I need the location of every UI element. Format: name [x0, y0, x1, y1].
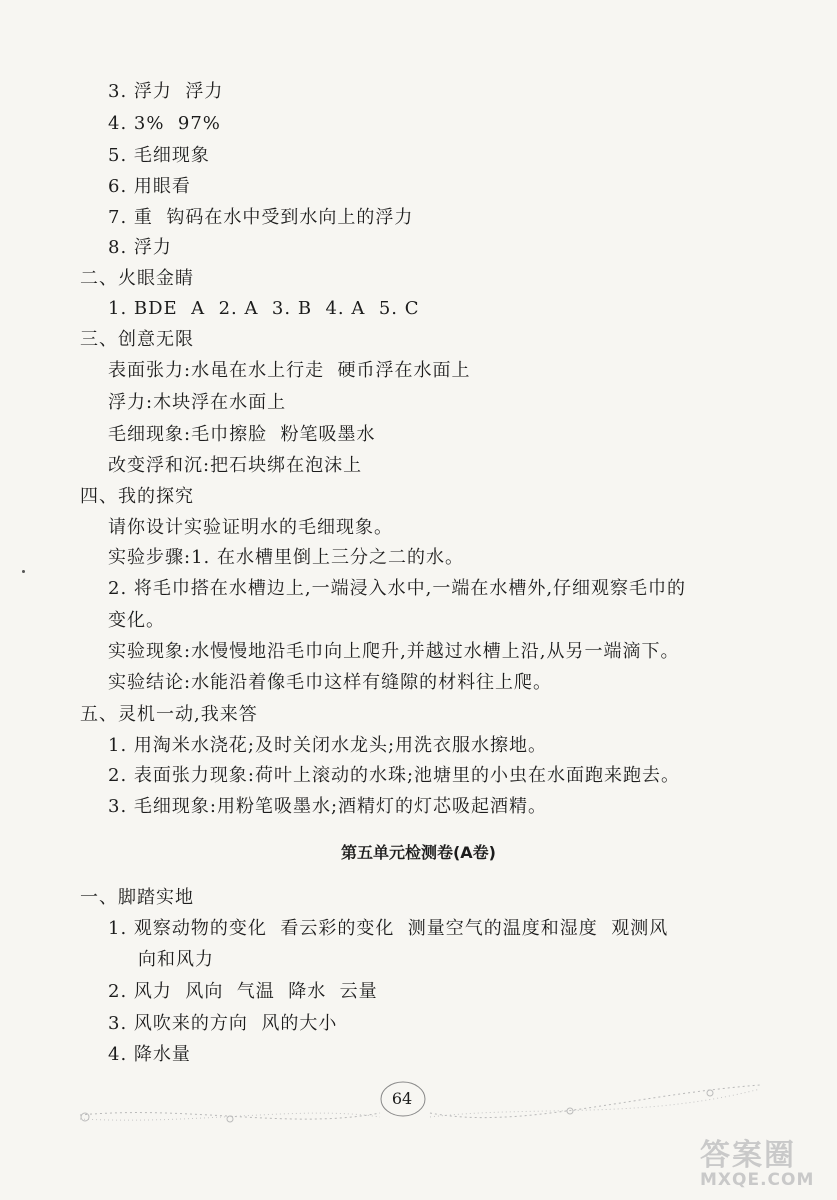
answer-line: 8. 浮力	[108, 237, 172, 258]
margin-dot	[22, 570, 25, 573]
watermark-text: 答案圈	[700, 1138, 796, 1173]
answer-line: 表面张力:水黾在水上行走 硬币浮在水面上	[108, 360, 471, 381]
watermark-url: MXQE.COM	[700, 1170, 815, 1190]
answer-line: 向和风力	[138, 949, 214, 970]
section-title: 二、火眼金睛	[80, 268, 194, 289]
answer-line: 2. 表面张力现象:荷叶上滚动的水珠;池塘里的小虫在水面跑来跑去。	[108, 765, 681, 786]
unit-heading: 第五单元检测卷(A卷)	[340, 843, 496, 862]
answer-line: 7. 重 钩码在水中受到水向上的浮力	[108, 207, 414, 228]
answer-line: 4. 降水量	[108, 1044, 191, 1065]
answer-line: 变化。	[108, 610, 165, 631]
answer-line: 4. 3% 97%	[108, 113, 221, 134]
answer-line: 实验结论:水能沿着像毛巾这样有缝隙的材料往上爬。	[108, 672, 553, 693]
answer-line: 改变浮和沉:把石块绑在泡沫上	[108, 455, 363, 476]
answer-line: 2. 风力 风向 气温 降水 云量	[108, 981, 378, 1002]
section-title: 三、创意无限	[80, 329, 194, 350]
section-title: 五、灵机一动,我来答	[80, 704, 258, 725]
answer-line: 2. 将毛巾搭在水槽边上,一端浸入水中,一端在水槽外,仔细观察毛巾的	[108, 578, 687, 599]
answer-line: 3. 风吹来的方向 风的大小	[108, 1013, 338, 1034]
answer-line: 3. 毛细现象:用粉笔吸墨水;酒精灯的灯芯吸起酒精。	[108, 796, 548, 817]
answer-line: 3. 浮力 浮力	[108, 81, 224, 102]
answer-line: 实验步骤:1. 在水槽里倒上三分之二的水。	[108, 547, 464, 568]
answer-line: 毛细现象:毛巾擦脸 粉笔吸墨水	[108, 424, 376, 445]
answer-line: 实验现象:水慢慢地沿毛巾向上爬升,并越过水槽上沿,从另一端滴下。	[108, 641, 680, 662]
section-title: 四、我的探究	[80, 486, 194, 507]
answer-line: 浮力:木块浮在水面上	[108, 392, 287, 413]
answer-line: 1. BDE A 2. A 3. B 4. A 5. C	[108, 298, 420, 319]
answer-line: 5. 毛细现象	[108, 145, 210, 166]
answer-line: 1. 用淘米水浇花;及时关闭水龙头;用洗衣服水擦地。	[108, 735, 548, 756]
page-number: 64	[391, 1089, 413, 1108]
section-title: 一、脚踏实地	[80, 887, 194, 908]
watermark-logo	[700, 1130, 830, 1195]
answer-line: 6. 用眼看	[108, 176, 191, 197]
answer-line: 1. 观察动物的变化 看云彩的变化 测量空气的温度和湿度 观测风	[108, 918, 669, 939]
prompt-line: 请你设计实验证明水的毛细现象。	[108, 517, 393, 538]
